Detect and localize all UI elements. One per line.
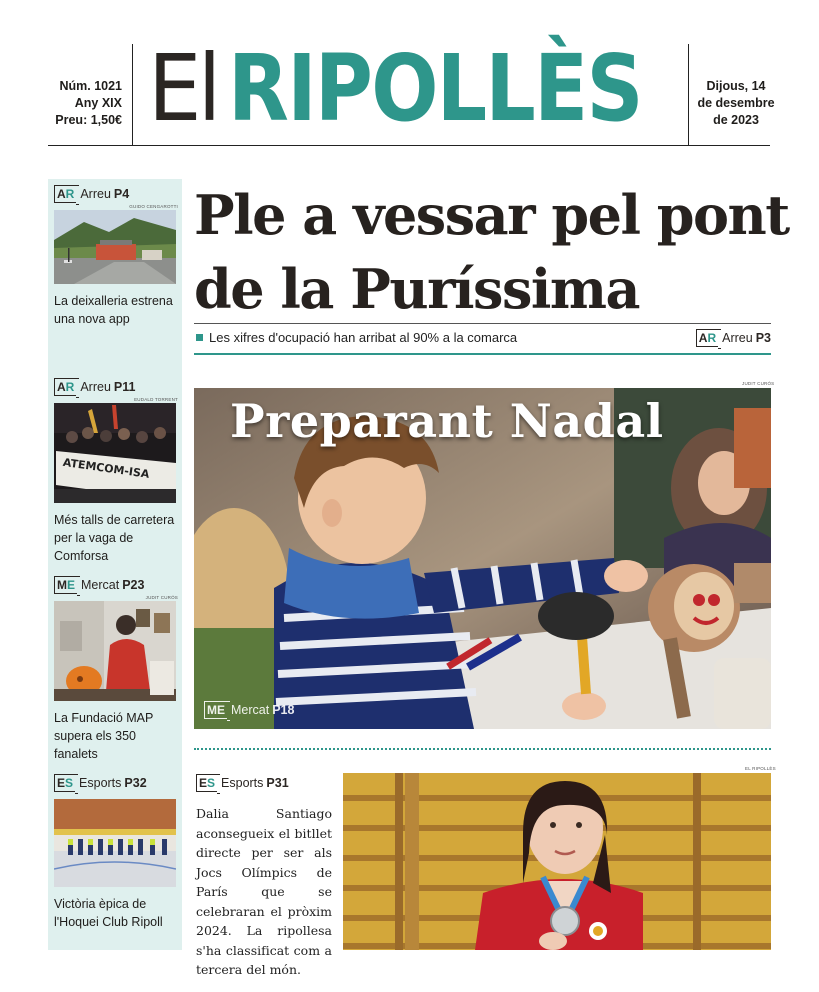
subhead — [196, 330, 517, 345]
photo-section-ref[interactable] — [204, 701, 294, 719]
photo-title: Preparant Nadal — [230, 394, 664, 448]
section-ref — [54, 773, 178, 793]
photo-credit: JUDIT CURÓS — [145, 595, 178, 600]
issue-number: Núm. 1021 — [59, 79, 122, 93]
section-badge: M E — [204, 701, 227, 719]
section-badge: M E — [54, 576, 77, 594]
subhead-rule-top — [194, 323, 771, 324]
sidebar-caption: Més talls de carretera per la vaga de Comforsa — [54, 513, 175, 563]
section-badge: E S — [54, 774, 75, 792]
sidebar-caption: Victòria èpica de l'Hoquei Club Ripoll — [54, 897, 163, 929]
section-page: P31 — [266, 776, 289, 790]
section-name: Arreu — [80, 187, 111, 201]
sport-photo-credit: EL RIPOLLÈS — [745, 766, 776, 771]
sport-section-ref[interactable] — [196, 773, 289, 793]
section-name: Mercat — [231, 703, 270, 717]
newspaper-logo[interactable] — [148, 34, 709, 142]
section-name: Arreu — [722, 331, 753, 345]
bullet-square-icon — [196, 334, 203, 341]
issue-price: Preu: 1,50€ — [55, 113, 122, 127]
section-ref — [54, 377, 178, 397]
main-photo-credit: JUDIT CURÓS — [742, 381, 775, 386]
section-name: Esports — [79, 776, 122, 790]
sidebar-item-deixalleria[interactable] — [54, 184, 178, 328]
section-ref — [54, 184, 178, 204]
section-name: Esports — [221, 776, 264, 790]
masthead-divider-left — [132, 44, 133, 145]
hockey-team-photo — [54, 799, 176, 887]
date-line-1: Dijous, 14 — [706, 79, 766, 93]
date-line-3: de 2023 — [713, 113, 759, 127]
section-badge: A R — [696, 329, 718, 347]
athlete-illustration — [343, 773, 771, 950]
sidebar-item-comforsa[interactable] — [54, 377, 178, 565]
section-page: P3 — [755, 331, 771, 345]
issue-info — [50, 78, 122, 129]
dotted-separator — [194, 748, 771, 750]
photo-credit: GUIDO CENGAROTTI — [129, 204, 178, 209]
svg-text:ATEMCOM-ISA: ATEMCOM-ISA — [62, 455, 151, 481]
lead-section-ref[interactable] — [696, 328, 771, 348]
logo-name: RIPOLLÈS — [227, 34, 642, 142]
section-badge: A R — [54, 185, 76, 203]
sidebar-caption: La deixalleria estrena una nova app — [54, 294, 173, 326]
publication-date — [695, 78, 777, 129]
section-page: P4 — [113, 187, 130, 201]
logo-prefix: El — [148, 34, 218, 142]
headline-line-1: Ple a vessar pel pont — [194, 183, 789, 247]
issue-volume: Any XIX — [74, 96, 122, 110]
sidebar-item-fundacio-map[interactable] — [54, 575, 178, 763]
recycling-center-photo — [54, 210, 176, 284]
section-ref — [54, 575, 178, 595]
subhead-text: Les xifres d'ocupació han arribat al 90% a la comarca — [209, 330, 518, 345]
section-badge: E S — [196, 774, 217, 792]
sidebar-caption: La Fundació MAP supera els 350 fanalets — [54, 711, 154, 761]
athlete-photo[interactable] — [343, 773, 771, 950]
lanterns-photo — [54, 601, 176, 701]
section-name: Mercat — [81, 578, 120, 592]
main-headline[interactable] — [194, 178, 789, 326]
date-line-2: de desembre — [697, 96, 775, 110]
section-badge: A R — [54, 378, 76, 396]
subhead-rule-bottom — [194, 353, 771, 355]
photo-credit: EUDALD TORRENT — [134, 397, 178, 402]
masthead-rule — [48, 145, 770, 146]
section-page: P18 — [272, 703, 295, 717]
sport-story-text[interactable]: Dalia Santiago aconsegueix el bitllet directe per ser als Jocs Olímpics de París que se celebraran el pròxim 2024. La ripollesa s'ha classificat com a tercera del món. — [196, 806, 332, 977]
section-page: P32 — [124, 776, 147, 790]
sidebar — [48, 179, 182, 950]
sidebar-item-hoquei[interactable] — [54, 773, 178, 931]
protest-photo — [54, 403, 176, 503]
section-page: P11 — [113, 380, 136, 394]
section-name: Arreu — [80, 380, 111, 394]
main-photo[interactable] — [194, 388, 771, 729]
headline-line-2: de la Puríssima — [194, 257, 639, 321]
section-page: P23 — [122, 578, 145, 592]
